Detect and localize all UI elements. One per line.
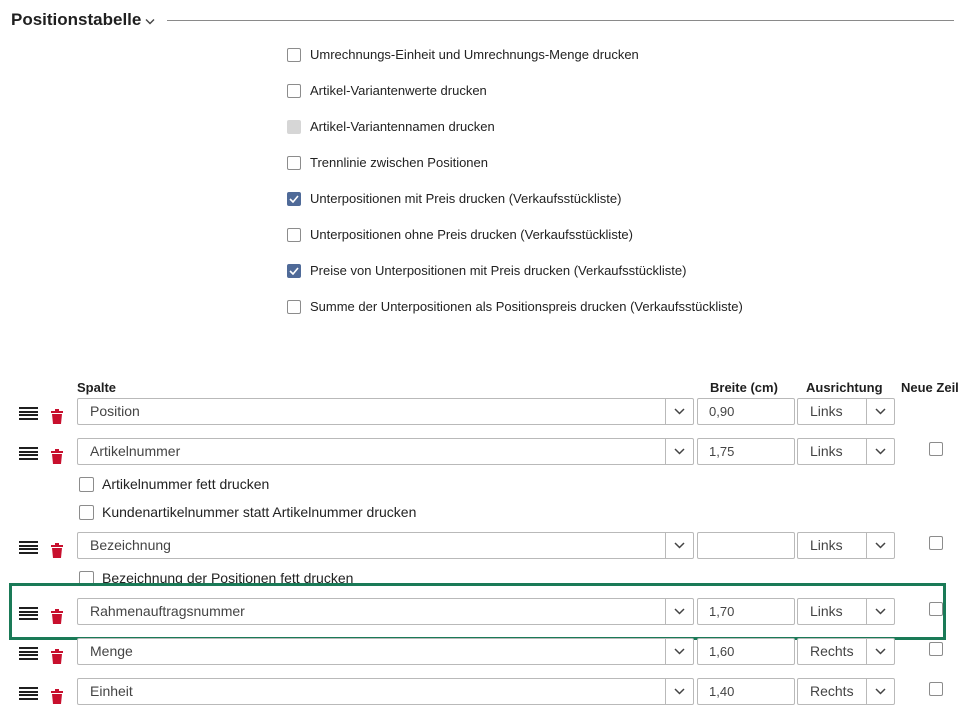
trash-icon[interactable] bbox=[50, 543, 64, 558]
chevron-down-icon[interactable] bbox=[665, 399, 693, 424]
option-summe-unterpos[interactable] bbox=[287, 299, 743, 314]
column-select[interactable] bbox=[77, 532, 694, 559]
column-select-value: Position bbox=[90, 403, 140, 419]
column-select-value: Artikelnummer bbox=[90, 443, 181, 459]
alignment-value: Links bbox=[810, 603, 843, 619]
alignment-select[interactable] bbox=[797, 678, 895, 705]
checkbox[interactable] bbox=[79, 505, 94, 520]
checkbox[interactable] bbox=[287, 228, 301, 242]
trash-icon[interactable] bbox=[50, 409, 64, 424]
chevron-down-icon[interactable] bbox=[665, 533, 693, 558]
alignment-value: Links bbox=[810, 537, 843, 553]
checkbox-checked[interactable] bbox=[287, 192, 301, 206]
header-ausrichtung: Ausrichtung bbox=[806, 380, 883, 395]
option-label: Umrechnungs-Einheit und Umrechnungs-Menge drucken bbox=[310, 47, 639, 62]
column-select[interactable] bbox=[77, 678, 694, 705]
drag-handle-icon[interactable] bbox=[19, 647, 38, 660]
option-label: Unterpositionen mit Preis drucken (Verkaufsstückliste) bbox=[310, 191, 622, 206]
option-preise-unterpos[interactable] bbox=[287, 263, 686, 278]
alignment-value: Links bbox=[810, 443, 843, 459]
check-icon bbox=[289, 267, 299, 275]
checkbox[interactable] bbox=[287, 48, 301, 62]
chevron-down-icon bbox=[145, 18, 155, 25]
chevron-down-icon[interactable] bbox=[866, 439, 894, 464]
option-label: Trennlinie zwischen Positionen bbox=[310, 155, 489, 170]
option-unterpos-mit-preis[interactable] bbox=[287, 191, 621, 206]
checkbox[interactable] bbox=[287, 300, 301, 314]
sub-option-label: Artikelnummer fett drucken bbox=[102, 476, 270, 492]
width-input[interactable]: 1,75 bbox=[697, 438, 795, 465]
trash-icon[interactable] bbox=[50, 449, 64, 464]
drag-handle-icon[interactable] bbox=[19, 447, 38, 460]
alignment-value: Rechts bbox=[810, 643, 854, 659]
section-divider bbox=[167, 20, 954, 21]
new-line-checkbox[interactable] bbox=[929, 682, 943, 696]
header-neue-zeile: Neue Zeil bbox=[901, 380, 959, 395]
drag-handle-icon[interactable] bbox=[19, 407, 38, 420]
check-icon bbox=[289, 195, 299, 203]
column-select[interactable] bbox=[77, 638, 694, 665]
width-input[interactable]: 1,40 bbox=[697, 678, 795, 705]
sub-option-artikelnummer-fett[interactable] bbox=[79, 476, 269, 492]
new-line-checkbox[interactable] bbox=[929, 642, 943, 656]
section-header[interactable] bbox=[11, 10, 155, 30]
option-label: Artikel-Variantenwerte drucken bbox=[310, 83, 487, 98]
option-unterpos-ohne-preis[interactable] bbox=[287, 227, 633, 242]
header-breite: Breite (cm) bbox=[710, 380, 778, 395]
option-umrechnung[interactable] bbox=[287, 47, 639, 62]
drag-handle-icon[interactable] bbox=[19, 541, 38, 554]
option-trennlinie[interactable] bbox=[287, 155, 488, 170]
alignment-value: Rechts bbox=[810, 683, 854, 699]
checkbox[interactable] bbox=[287, 84, 301, 98]
header-spalte: Spalte bbox=[77, 380, 117, 395]
option-label: Artikel-Variantennamen drucken bbox=[310, 119, 495, 134]
trash-icon[interactable] bbox=[50, 649, 64, 664]
checkbox[interactable] bbox=[287, 156, 301, 170]
chevron-down-icon[interactable] bbox=[866, 533, 894, 558]
sub-option-label: Kundenartikelnummer statt Artikelnummer drucken bbox=[102, 504, 417, 520]
column-select-value: Bezeichnung bbox=[90, 537, 171, 553]
checkbox-disabled bbox=[287, 120, 301, 134]
width-input[interactable]: 0,90 bbox=[697, 398, 795, 425]
checkbox-checked[interactable] bbox=[287, 264, 301, 278]
chevron-down-icon[interactable] bbox=[665, 639, 693, 664]
column-select-value: Rahmenauftragsnummer bbox=[90, 603, 245, 619]
chevron-down-icon[interactable] bbox=[665, 679, 693, 704]
chevron-down-icon[interactable] bbox=[866, 639, 894, 664]
column-select-value: Einheit bbox=[90, 683, 133, 699]
alignment-select[interactable] bbox=[797, 638, 895, 665]
checkbox[interactable] bbox=[79, 477, 94, 492]
width-input[interactable]: 1,60 bbox=[697, 638, 795, 665]
alignment-select[interactable] bbox=[797, 438, 895, 465]
width-input[interactable]: 1,70 bbox=[697, 598, 795, 625]
column-select[interactable] bbox=[77, 438, 694, 465]
chevron-down-icon[interactable] bbox=[866, 399, 894, 424]
width-input[interactable] bbox=[697, 532, 795, 559]
option-variantenwerte[interactable] bbox=[287, 83, 487, 98]
chevron-down-icon[interactable] bbox=[866, 679, 894, 704]
row-highlight-frame bbox=[9, 583, 946, 640]
sub-option-label: Bezeichnung der Positionen fett drucken bbox=[102, 570, 354, 586]
column-select[interactable] bbox=[77, 398, 694, 425]
alignment-select[interactable] bbox=[797, 532, 895, 559]
alignment-select[interactable] bbox=[797, 398, 895, 425]
column-select-value: Menge bbox=[90, 643, 133, 659]
option-label: Preise von Unterpositionen mit Preis drucken (Verkaufsstückliste) bbox=[310, 263, 687, 278]
drag-handle-icon[interactable] bbox=[19, 687, 38, 700]
trash-icon[interactable] bbox=[50, 689, 64, 704]
new-line-checkbox[interactable] bbox=[929, 442, 943, 456]
sub-option-kundenartikelnummer[interactable] bbox=[79, 504, 416, 520]
alignment-value: Links bbox=[810, 403, 843, 419]
new-line-checkbox[interactable] bbox=[929, 536, 943, 550]
option-label: Summe der Unterpositionen als Positionspreis drucken (Verkaufsstückliste) bbox=[310, 299, 743, 314]
option-variantennamen bbox=[287, 119, 495, 134]
chevron-down-icon[interactable] bbox=[665, 439, 693, 464]
option-label: Unterpositionen ohne Preis drucken (Verkaufsstückliste) bbox=[310, 227, 633, 242]
section-title: Positionstabelle bbox=[11, 10, 142, 29]
